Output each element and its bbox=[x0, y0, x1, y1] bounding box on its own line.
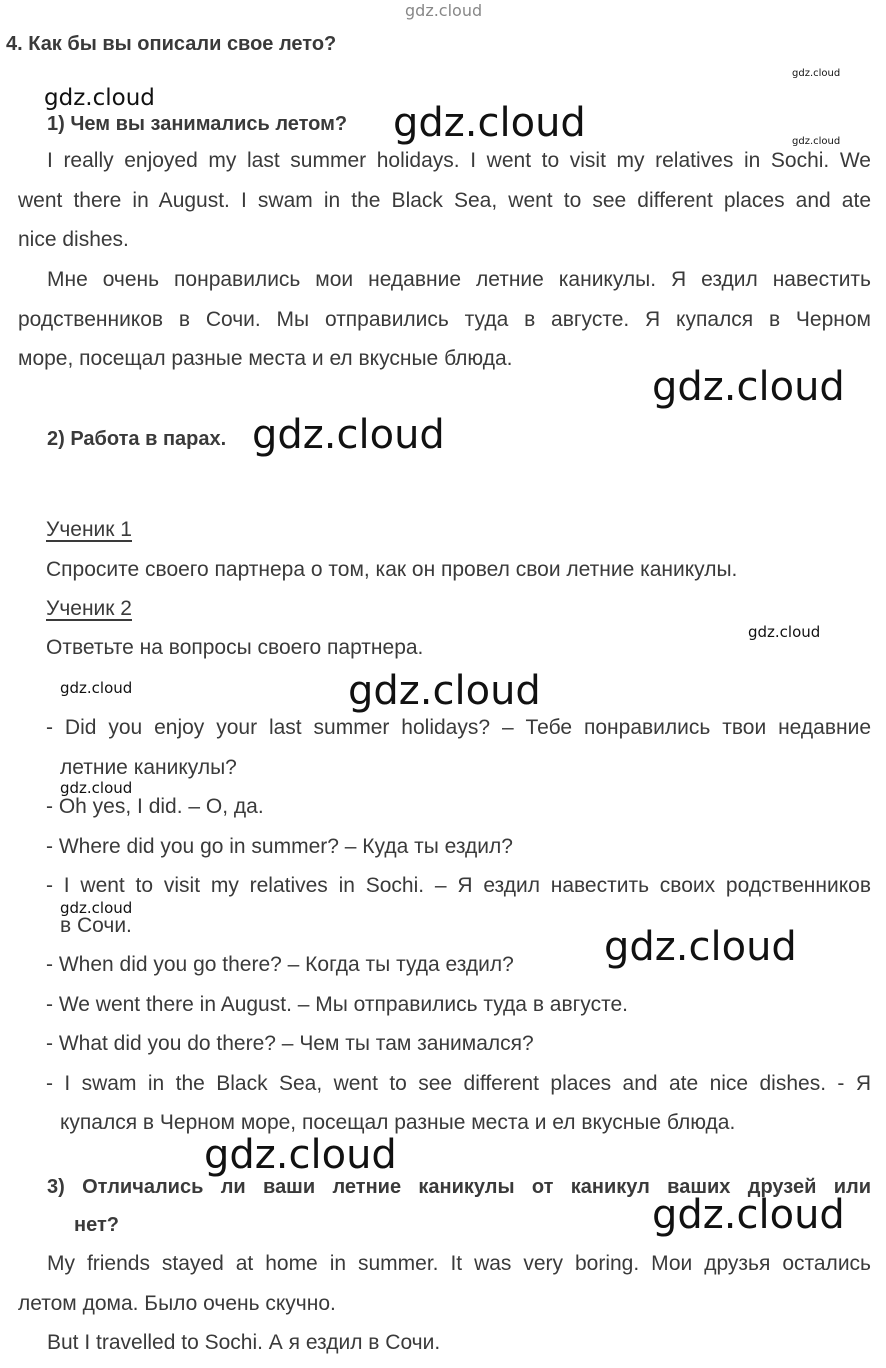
part1-en-line-1: I really enjoyed my last summer holidays. I went to visit my relatives in Sochi. We bbox=[47, 149, 871, 172]
dialogue-line-6: в Сочи. bbox=[60, 914, 132, 937]
student1-label: Ученик 1 bbox=[46, 518, 132, 541]
part1-ru-line-1: Мне очень понравились мои недавние летние каникулы. Я ездил навестить bbox=[47, 268, 871, 291]
task-title: 4. Как бы вы описали свое лето? bbox=[6, 33, 337, 55]
dialogue-line-3: - Oh yes, I did. – О, да. bbox=[46, 795, 264, 818]
student1-task: Спросите своего партнера о том, как он провел свои летние каникулы. bbox=[46, 558, 738, 581]
dialogue-line-2: летние каникулы? bbox=[60, 756, 237, 779]
watermark: gdz.cloud bbox=[792, 136, 841, 147]
part1-en-line-2: went there in August. I swam in the Black Sea, went to see different places and ate bbox=[18, 189, 871, 212]
watermark: gdz.cloud bbox=[393, 100, 586, 146]
part1-ru-line-3: море, посещал разные места и ел вкусные блюда. bbox=[18, 347, 513, 370]
watermark: gdz.cloud bbox=[652, 364, 845, 410]
watermark: gdz.cloud bbox=[60, 899, 133, 917]
dialogue-line-8: - We went there in August. – Мы отправились туда в августе. bbox=[46, 993, 628, 1016]
watermark: gdz.cloud bbox=[792, 68, 841, 79]
part1-heading: 1) Чем вы занимались летом? bbox=[47, 113, 348, 135]
part3-line-3: But I travelled to Sochi. А я ездил в Сочи. bbox=[47, 1331, 441, 1354]
top-watermark: gdz.cloud bbox=[405, 1, 483, 20]
dialogue-line-7: - When did you go there? – Когда ты туда ездил? bbox=[46, 953, 514, 976]
watermark: gdz.cloud bbox=[652, 1192, 845, 1238]
part3-heading-line-1: 3) Отличались ли ваши летние каникулы от каникул ваших друзей или bbox=[47, 1176, 871, 1198]
part3-line-1: My friends stayed at home in summer. It was very boring. Мои друзья остались bbox=[47, 1252, 871, 1275]
watermark: gdz.cloud bbox=[748, 623, 821, 641]
watermark: gdz.cloud bbox=[204, 1132, 397, 1178]
part3-line-2: летом дома. Было очень скучно. bbox=[18, 1292, 336, 1315]
watermark: gdz.cloud bbox=[348, 668, 541, 714]
part3-heading-line-2: нет? bbox=[74, 1214, 119, 1236]
dialogue-line-4: - Where did you go in summer? – Куда ты ездил? bbox=[46, 835, 513, 858]
watermark: gdz.cloud bbox=[604, 924, 797, 970]
part1-ru-line-2: родственников в Сочи. Мы отправились туда в августе. Я купался в Черном bbox=[18, 308, 871, 331]
dialogue-line-1: - Did you enjoy your last summer holidays? – Тебе понравились твои недавние bbox=[46, 716, 871, 739]
dialogue-line-5: - I went to visit my relatives in Sochi. – Я ездил навестить своих родственников bbox=[46, 874, 871, 897]
student2-label: Ученик 2 bbox=[46, 597, 132, 620]
dialogue-line-9: - What did you do there? – Чем ты там занимался? bbox=[46, 1032, 534, 1055]
student2-task: Ответьте на вопросы своего партнера. bbox=[46, 636, 424, 659]
part2-heading: 2) Работа в парах. bbox=[47, 428, 227, 450]
dialogue-line-10: - I swam in the Black Sea, went to see different places and ate nice dishes. - Я bbox=[46, 1072, 871, 1095]
dialogue-line-11: купался в Черном море, посещал разные места и ел вкусные блюда. bbox=[60, 1111, 736, 1134]
watermark: gdz.cloud bbox=[60, 679, 133, 697]
part1-en-line-3: nice dishes. bbox=[18, 228, 129, 251]
watermark: gdz.cloud bbox=[60, 779, 133, 797]
watermark: gdz.cloud bbox=[44, 85, 155, 111]
watermark: gdz.cloud bbox=[252, 412, 445, 458]
